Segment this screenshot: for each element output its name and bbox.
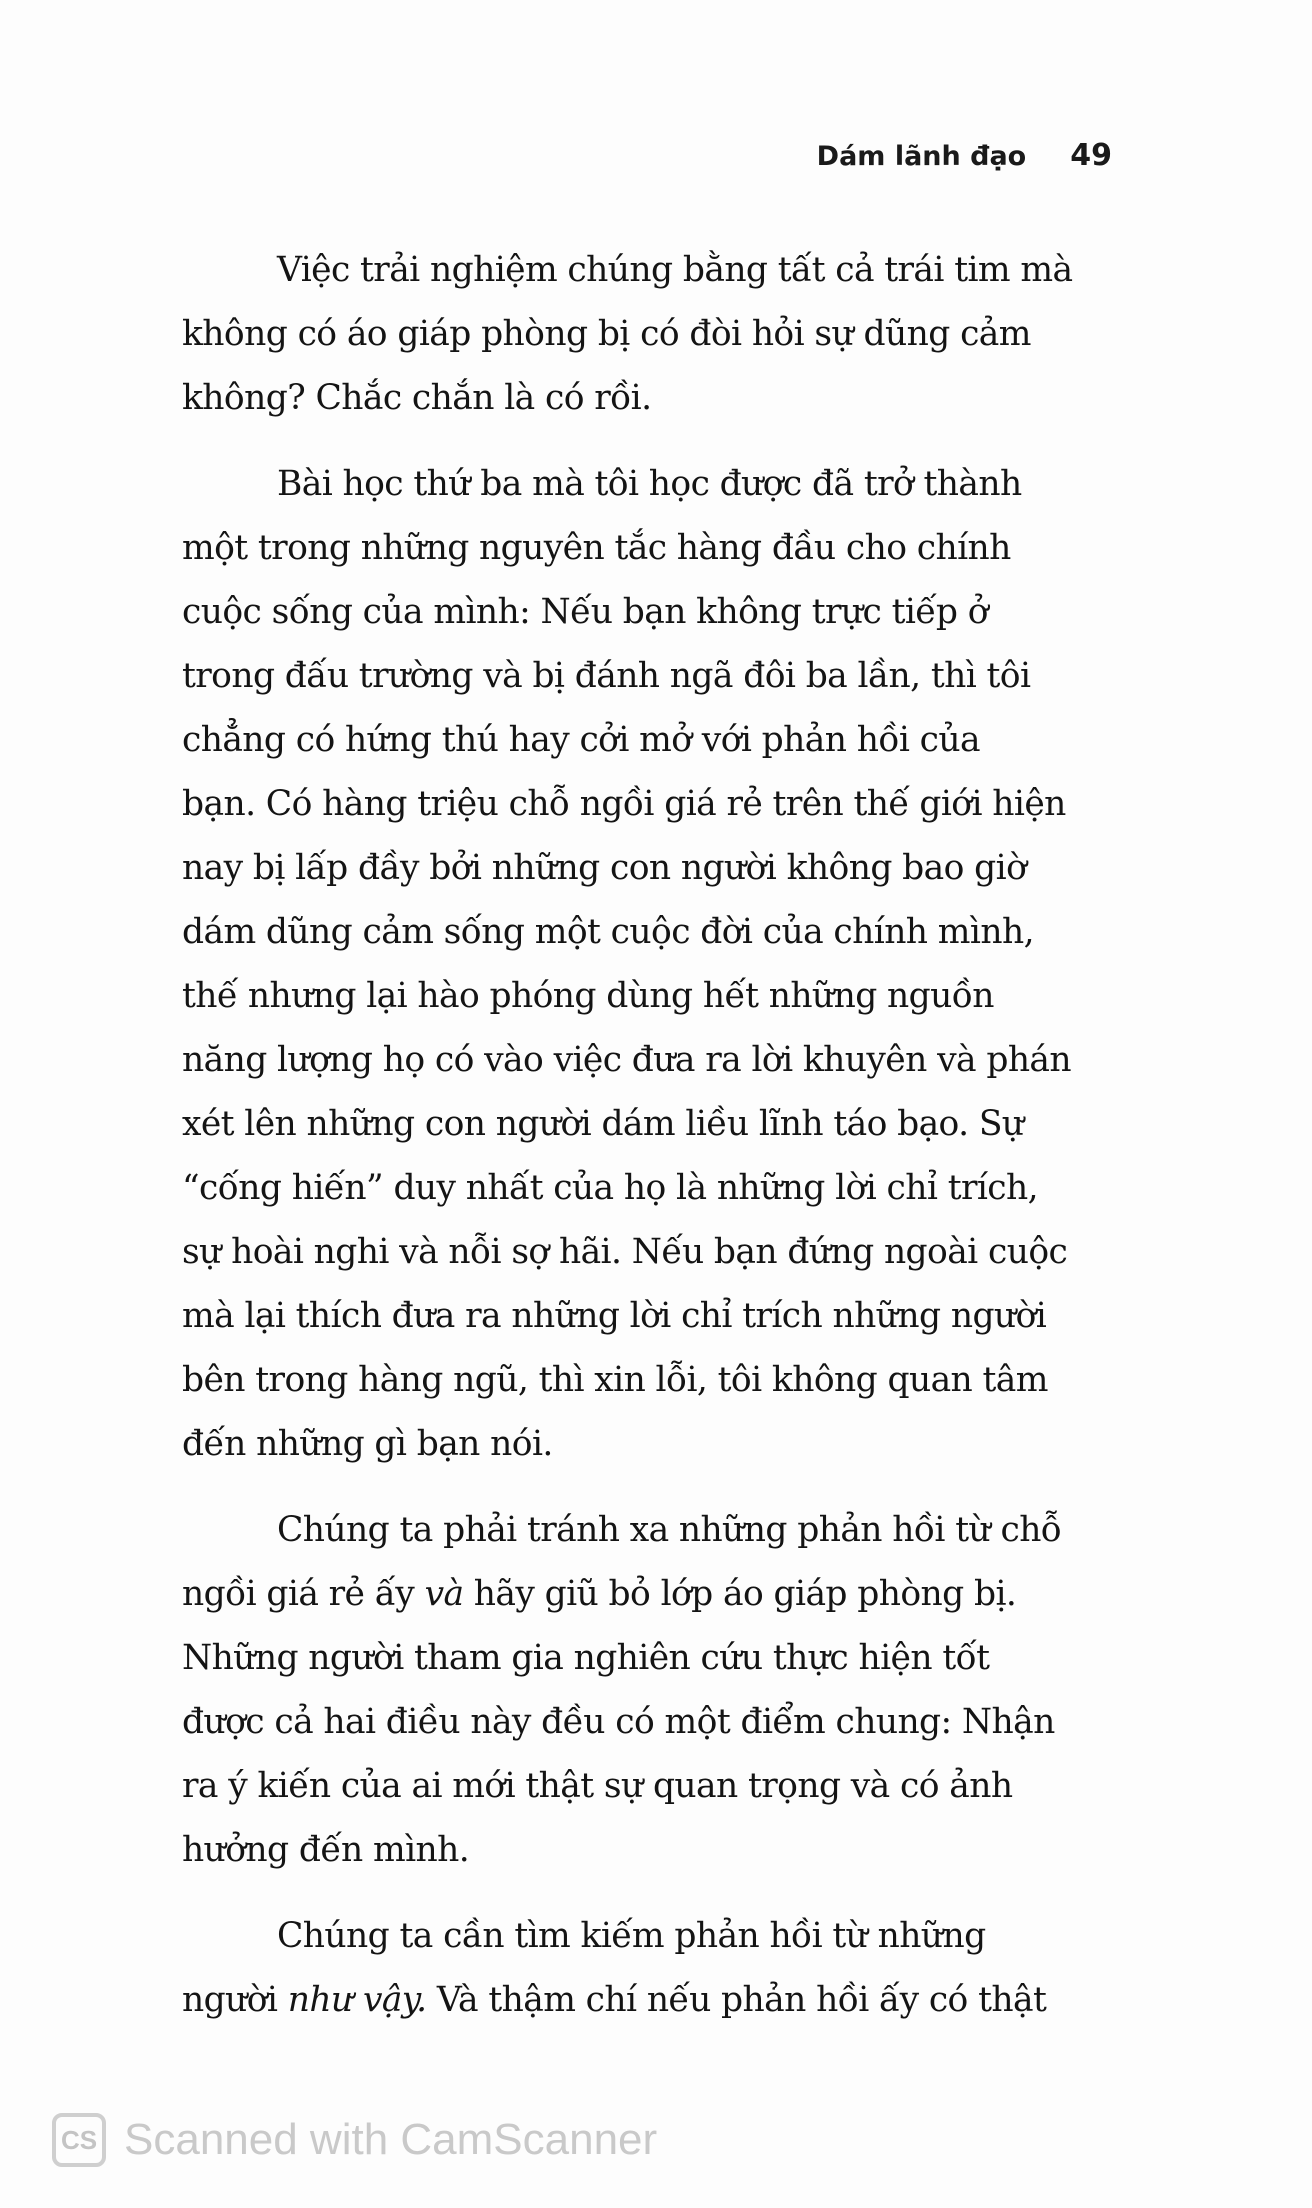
- running-header: [817, 138, 1112, 173]
- watermark-text: Scanned with CamScanner: [124, 2115, 658, 2164]
- text-line: đến những gì bạn nói.: [182, 1424, 553, 1464]
- text-line: xét lên những con người dám liều lĩnh táo bạo. Sự: [182, 1104, 1024, 1144]
- text-segment: hãy giũ bỏ lớp áo giáp phòng bị.: [473, 1574, 1017, 1614]
- paragraph-3: [182, 1498, 1132, 1882]
- text-line: cuộc sống của mình: Nếu bạn không trực tiếp ở: [182, 592, 988, 632]
- text-line: Việc trải nghiệm chúng bằng tất cả trái tim mà: [277, 250, 1073, 290]
- text-line: [182, 1968, 1132, 2032]
- camscanner-logo-icon: CS: [52, 2113, 106, 2167]
- text-line: sự hoài nghi và nỗi sợ hãi. Nếu bạn đứng ngoài cuộc: [182, 1232, 1068, 1272]
- text-line: không? Chắc chắn là có rồi.: [182, 378, 652, 418]
- body-text: [182, 238, 1132, 2032]
- text-line: Bài học thứ ba mà tôi học được đã trở thành: [277, 464, 1022, 504]
- text-line: bạn. Có hàng triệu chỗ ngồi giá rẻ trên thế giới hiện: [182, 784, 1066, 824]
- text-line: [182, 1562, 1132, 1626]
- text-segment: người: [182, 1980, 278, 2020]
- text-line: một trong những nguyên tắc hàng đầu cho chính: [182, 528, 1011, 568]
- paragraph-4: [182, 1904, 1132, 2032]
- text-line: nay bị lấp đầy bởi những con người không bao giờ: [182, 848, 1027, 888]
- text-line: “cống hiến” duy nhất của họ là những lời chỉ trích,: [182, 1168, 1038, 1208]
- text-line: ra ý kiến của ai mới thật sự quan trọng và có ảnh: [182, 1766, 1013, 1806]
- text-line: hưởng đến mình.: [182, 1830, 470, 1870]
- chapter-title: Dám lãnh đạo: [816, 141, 1027, 172]
- text-segment: Và thậm chí nếu phản hồi ấy có thật: [436, 1980, 1047, 2020]
- text-line: trong đấu trường và bị đánh ngã đôi ba lần, thì tôi: [182, 656, 1031, 696]
- text-line: Chúng ta phải tránh xa những phản hồi từ chỗ: [277, 1510, 1062, 1550]
- text-line: không có áo giáp phòng bị có đòi hỏi sự dũng cảm: [182, 314, 1031, 354]
- italic-text: và: [424, 1574, 464, 1614]
- text-line: bên trong hàng ngũ, thì xin lỗi, tôi không quan tâm: [182, 1360, 1048, 1400]
- text-line: Chúng ta cần tìm kiếm phản hồi từ những: [277, 1916, 986, 1956]
- text-line: Những người tham gia nghiên cứu thực hiện tốt: [182, 1638, 990, 1678]
- text-line: dám dũng cảm sống một cuộc đời của chính mình,: [182, 912, 1034, 952]
- paragraph-1: [182, 238, 1132, 430]
- italic-text: như vậy.: [287, 1980, 427, 2020]
- paragraph-2: [182, 452, 1132, 1476]
- page-number: 49: [1070, 138, 1112, 173]
- camscanner-watermark: [52, 2110, 657, 2170]
- text-line: thế nhưng lại hào phóng dùng hết những nguồn: [182, 976, 994, 1016]
- text-line: năng lượng họ có vào việc đưa ra lời khuyên và phán: [182, 1040, 1072, 1080]
- text-line: được cả hai điều này đều có một điểm chung: Nhận: [182, 1702, 1055, 1742]
- text-line: mà lại thích đưa ra những lời chỉ trích những người: [182, 1296, 1047, 1336]
- text-line: chẳng có hứng thú hay cởi mở với phản hồi của: [182, 720, 980, 760]
- text-segment: ngồi giá rẻ ấy: [182, 1574, 415, 1614]
